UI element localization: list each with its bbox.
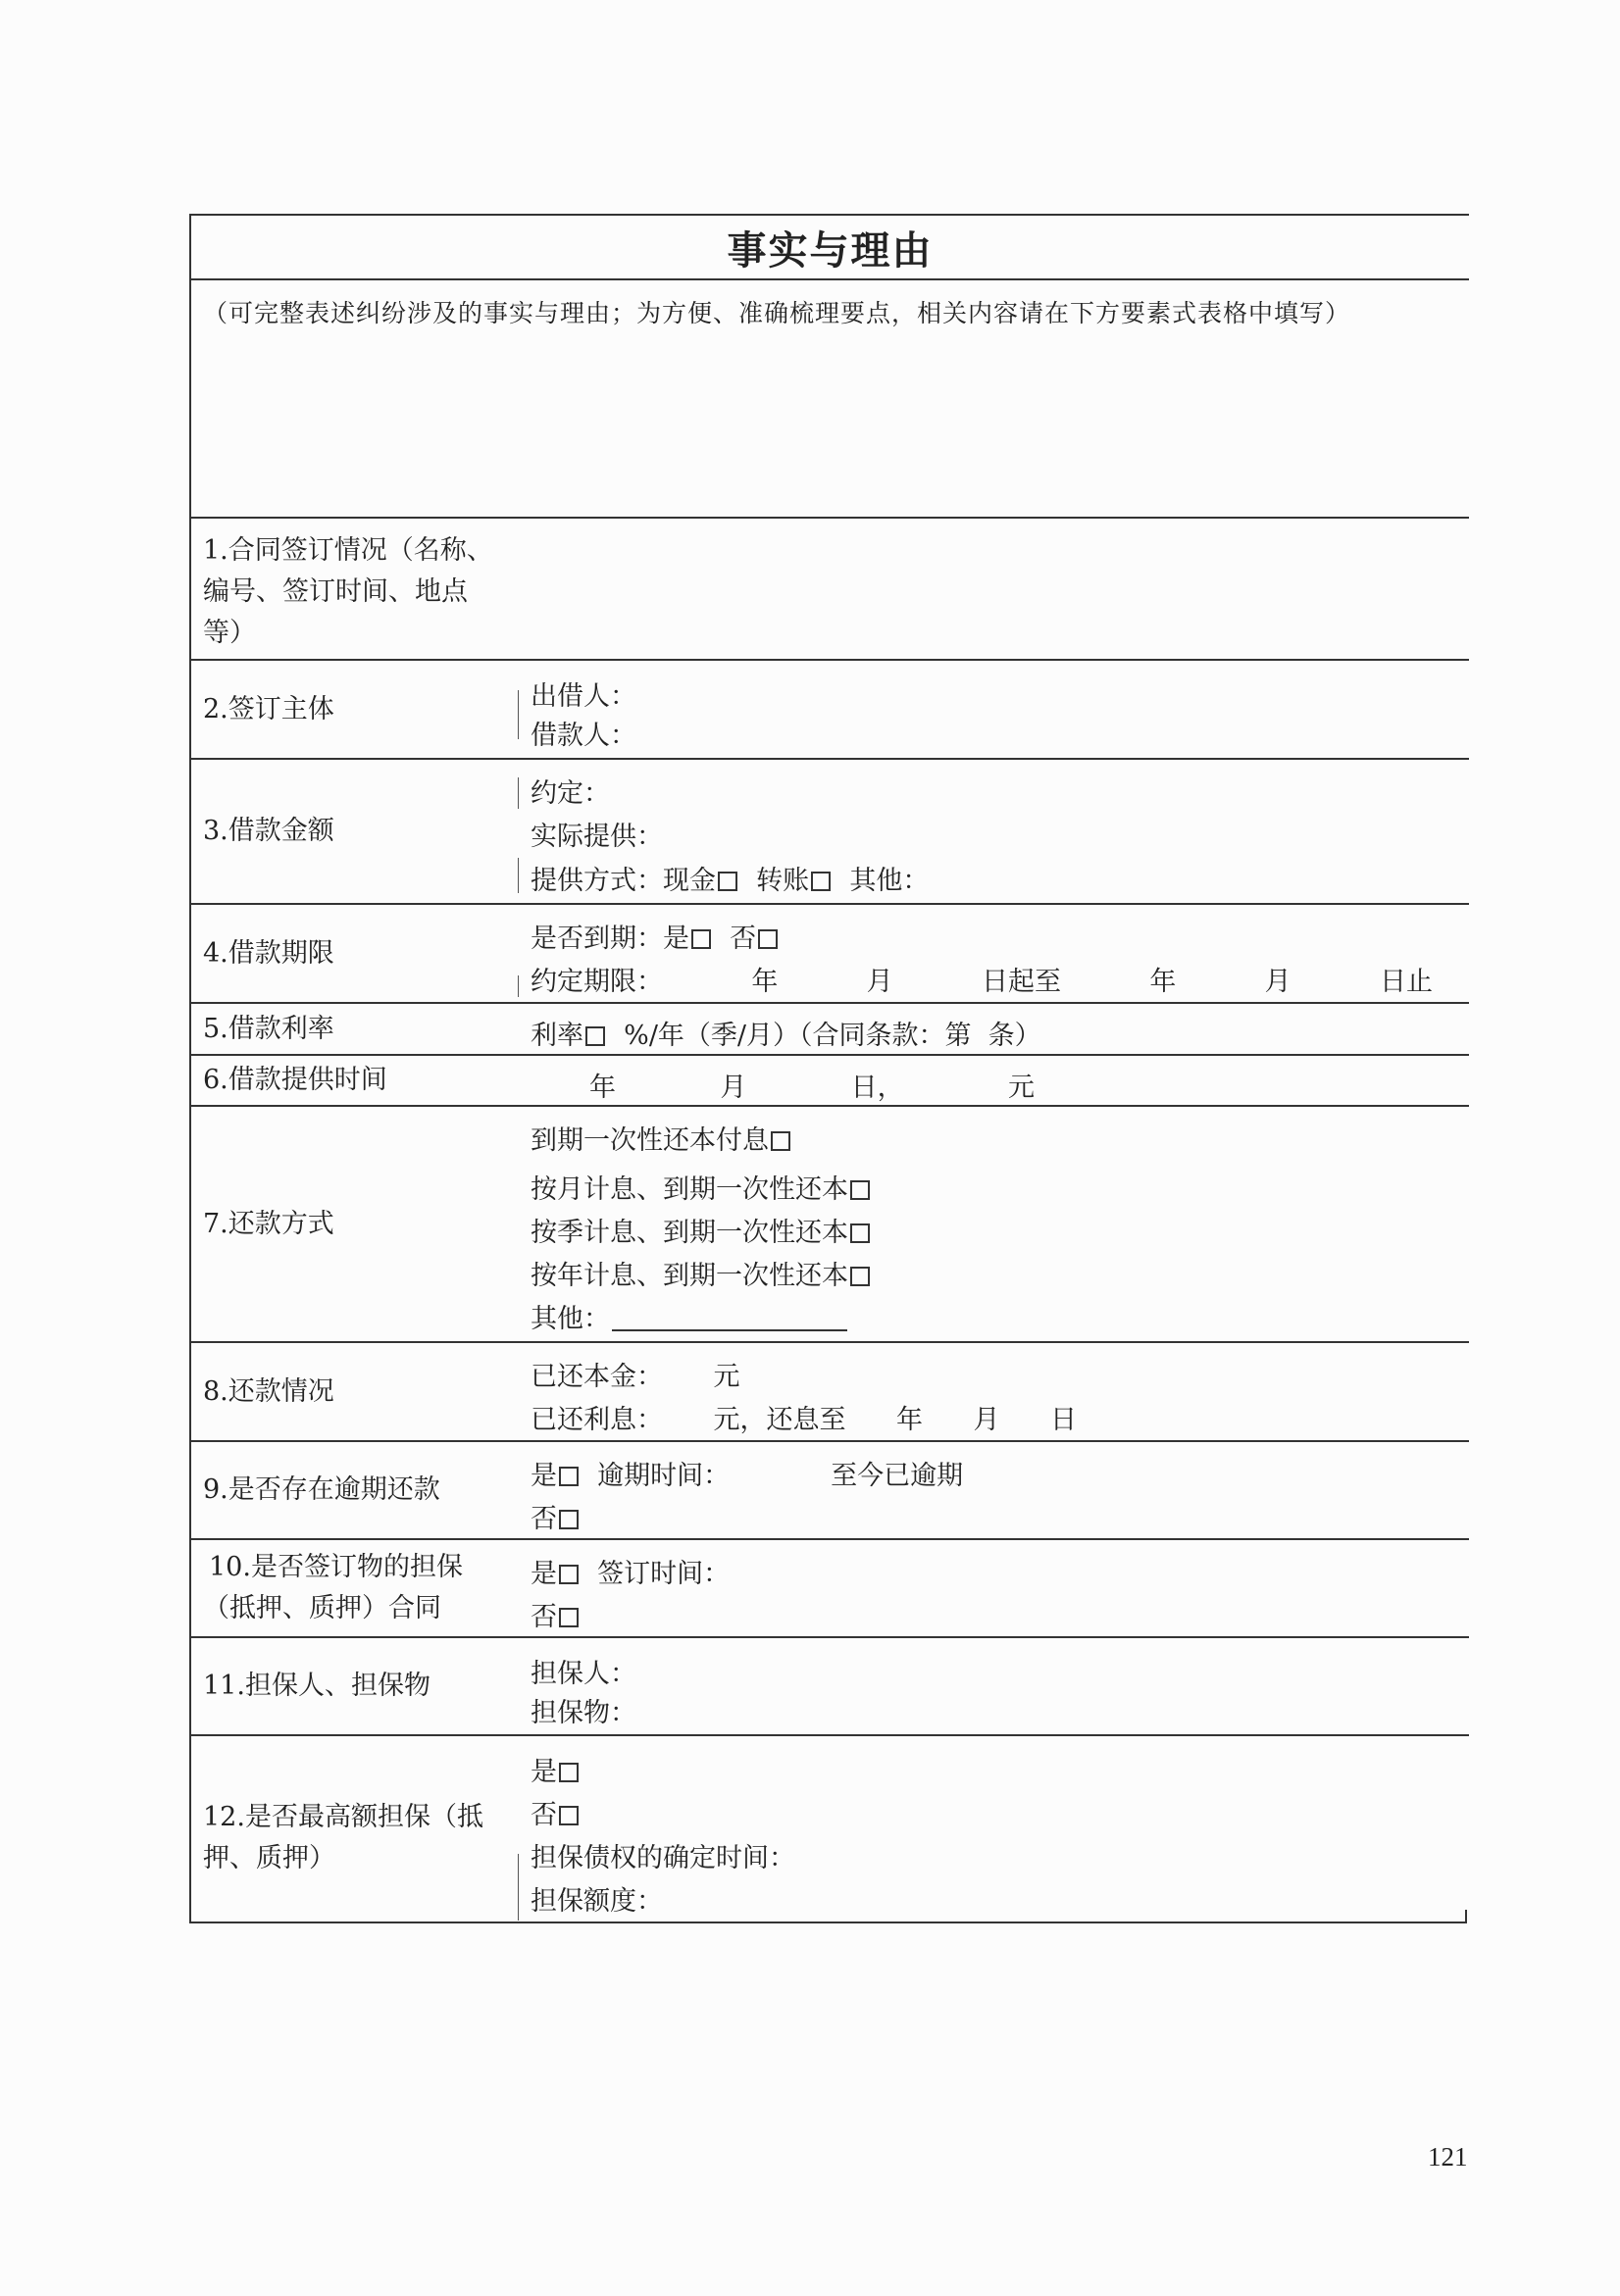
max-guarantee-yes-checkbox[interactable]	[559, 1763, 579, 1782]
repay-other-input[interactable]	[612, 1329, 847, 1331]
repay-option-3: 按季计息、到期一次性还本	[531, 1211, 872, 1249]
row-provision-time	[191, 1056, 1469, 1107]
row-guarantor	[191, 1638, 1469, 1736]
row-repayment-status	[191, 1343, 1469, 1442]
cash-checkbox[interactable]	[718, 872, 737, 891]
guarantee-amount[interactable]: 担保额度：	[531, 1886, 663, 1917]
row-guarantee-contract	[191, 1540, 1469, 1638]
repayment-method-field	[531, 1107, 1469, 1341]
transfer-checkbox[interactable]	[811, 872, 831, 891]
repay-option-1: 到期一次性还本付息	[531, 1119, 792, 1157]
principal-repaid[interactable]: 已还本金： 元	[531, 1362, 740, 1392]
loan-term-field[interactable]	[531, 905, 1469, 1002]
title-row	[191, 216, 1469, 280]
rate-checkbox[interactable]	[585, 1026, 605, 1046]
actual-amount-field[interactable]: 实际提供：	[531, 822, 663, 852]
repay-option-2: 按月计息、到期一次性还本	[531, 1168, 872, 1206]
guarantee-property[interactable]: 担保物：	[531, 1698, 636, 1728]
row-label: 10.是否签订物的担保 （抵押、质押）合同	[203, 1552, 463, 1623]
signing-parties-field[interactable]	[531, 661, 1469, 758]
row-label: 4.借款期限	[203, 937, 334, 969]
row-label: 2.签订主体	[203, 693, 334, 724]
borrower-field[interactable]: 借款人：	[531, 721, 636, 751]
repayment-status-field[interactable]	[531, 1343, 1469, 1440]
provision-method: 提供方式：现金 转账 其他：	[531, 866, 930, 896]
row-signing-parties	[191, 661, 1469, 760]
row-interest-rate	[191, 1004, 1469, 1056]
row-label: 7.还款方式	[203, 1208, 334, 1239]
form-title: 事实与理由	[727, 226, 934, 274]
due-yes-checkbox[interactable]	[691, 929, 711, 949]
provision-time-field[interactable]: 年 月 日， 元	[589, 1073, 1035, 1103]
repay-other: 其他：	[531, 1297, 847, 1335]
maximum-guarantee-field: 是 否 担保债权的确定时间： 担保额度：	[531, 1757, 795, 1917]
guarantee-no-checkbox[interactable]	[559, 1608, 579, 1627]
max-guarantee-no-checkbox[interactable]	[559, 1806, 579, 1825]
repay-option-1-checkbox[interactable]	[771, 1131, 790, 1151]
loan-amount-field[interactable]	[531, 760, 1469, 903]
overdue-field: 是 逾期时间： 至今已逾期 否	[531, 1461, 964, 1534]
repay-option-4: 按年计息、到期一次性还本	[531, 1254, 872, 1292]
intro-text: （可完整表述纠纷涉及的事实与理由；为方便、准确梳理要点，相关内容请在下方要素式表格中填写）	[203, 299, 1351, 327]
overdue-no-checkbox[interactable]	[559, 1510, 579, 1529]
guarantor-field[interactable]	[531, 1638, 1469, 1734]
row-label: 5.借款利率	[203, 1013, 334, 1044]
repay-option-3-checkbox[interactable]	[850, 1223, 870, 1243]
row-label: 8.还款情况	[203, 1375, 334, 1407]
claim-determination-time[interactable]: 担保债权的确定时间：	[531, 1843, 795, 1873]
interest-repaid[interactable]: 已还利息： 元，还息至 年 月 日	[531, 1405, 1077, 1435]
row-contract-signing	[191, 519, 1469, 661]
row-label: 9.是否存在逾期还款	[203, 1474, 440, 1505]
intro-row[interactable]	[191, 280, 1469, 519]
row-label: 12.是否最高额担保（抵 押、质押）	[203, 1802, 483, 1873]
row-maximum-guarantee	[191, 1736, 1469, 1922]
row-loan-term	[191, 905, 1469, 1004]
agreed-amount-field[interactable]: 约定：	[531, 778, 610, 809]
lender-field[interactable]: 出借人：	[531, 681, 636, 712]
guarantee-yes-checkbox[interactable]	[559, 1565, 579, 1584]
row-overdue	[191, 1442, 1469, 1540]
row-label: 6.借款提供时间	[203, 1065, 387, 1095]
row-loan-amount	[191, 760, 1469, 905]
overdue-yes-checkbox[interactable]	[559, 1467, 579, 1486]
row-label: 11.担保人、担保物	[203, 1671, 430, 1701]
guarantor-name[interactable]: 担保人：	[531, 1659, 636, 1689]
repay-option-4-checkbox[interactable]	[850, 1267, 870, 1286]
row-label: 3.借款金额	[203, 816, 334, 846]
guarantee-contract-field: 是 签订时间： 否	[531, 1559, 731, 1632]
page-number: 121	[1428, 2142, 1468, 2171]
due-question: 是否到期：是 否	[531, 917, 780, 955]
contract-signing-field[interactable]	[531, 519, 1469, 659]
row-label: 1.合同签订情况（名称、 编号、签订时间、地点 等）	[203, 535, 493, 648]
due-no-checkbox[interactable]	[758, 929, 778, 949]
interest-rate-field[interactable]: 利率 %/年（季/月）（合同条款：第 条）	[531, 1021, 1041, 1051]
facts-form	[189, 214, 1469, 1922]
repay-option-2-checkbox[interactable]	[850, 1180, 870, 1200]
row-repayment-method	[191, 1107, 1469, 1343]
agreed-term-field[interactable]: 约定期限： 年 月 日起至 年 月 日止	[531, 967, 1433, 997]
